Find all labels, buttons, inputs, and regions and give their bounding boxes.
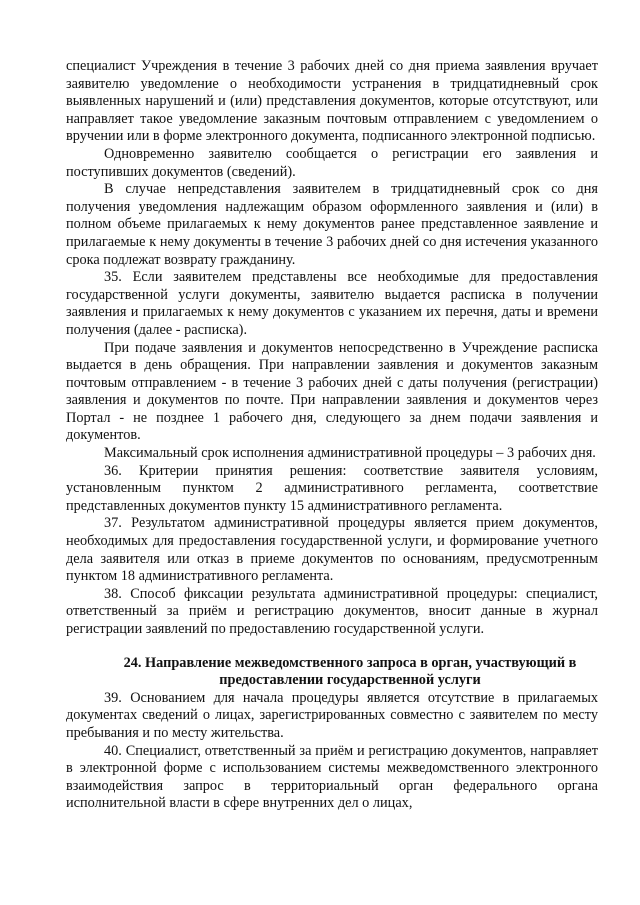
- paragraph-max-term: Максимальный срок исполнения административной процедуры – 3 рабочих дня.: [104, 445, 596, 462]
- paragraph-receipt-issuance: При подаче заявления и документов непосредственно в Учреждение расписка выдается в день обращения. При направлении заявления и документов заказным почтовым отправлением - в течение 3 рабочих дней с даты получения (регистрации) заявления и документов по почте. При направлении заявления и документов через Портал - не позднее 1 рабочего дня, следующего за днем подачи заявления и документов.: [66, 339, 598, 444]
- paragraph-40: 40. Специалист, ответственный за приём и регистрацию документов, направляет в электронной форме с использованием системы межведомственного электронного взаимодействия запрос в территориальный орган федерального органа исполнительной власти в сфере внутренних дел о лицах,: [66, 742, 598, 812]
- paragraph-35: 35. Если заявителем представлены все необходимые для предоставления государственной услуги документы, заявителю выдается расписка в получении заявления и прилагаемых к нему документов с указанием их перечня, даты и времени получения (далее - расписка).: [66, 269, 598, 338]
- paragraph-39: 39. Основанием для начала процедуры является отсутствие в прилагаемых документах сведений о лицах, зарегистрированных совместно с заявителем по месту пребывания и по месту жительства.: [66, 689, 598, 741]
- paragraph-37: 37. Результатом административной процедуры является прием документов, необходимых для предоставления государственной услуги, и формирование учетного дела заявителя или отказ в приеме документов по основаниям, предусмотренным пунктом 18 административного регламента.: [66, 515, 598, 585]
- paragraph-return-documents: В случае непредставления заявителем в тридцатидневный срок со дня получения уведомления надлежащим образом оформленного заявления и (или) в полном объеме прилагаемых к нему документов ранее представленное заявление и прилагаемые к нему документы в течение 3 рабочих дней со дня истечения указанного срока подлежат возврату гражданину.: [66, 181, 598, 268]
- section-heading: 24. Направление межведомственного запроса в орган, участвующий в предоставлении государственной услуги: [123, 654, 577, 689]
- paragraph-continuation: специалист Учреждения в течение 3 рабочих дней со дня приема заявления вручает заявителю уведомление о необходимости устранения в тридцатидневный срок выявленных нарушений и (или) представления документов, которые отсутствуют, или направляет такое уведомление заказным почтовым отправлением с уведомлением о вручении или в форме электронного документа, подписанного электронной подписью.: [66, 58, 598, 145]
- paragraph-36: 36. Критерии принятия решения: соответствие заявителя условиям, установленным пунктом 2 административного регламента, соответствие представленных документов пункту 15 административного регламента.: [66, 462, 598, 514]
- paragraph-38: 38. Способ фиксации результата административной процедуры: специалист, ответственный за приём и регистрацию документов, вносит данные в журнал регистрации заявлений по предоставлению государственной услуги.: [66, 585, 598, 637]
- paragraph-registration-notice: Одновременно заявителю сообщается о регистрации его заявления и поступивших документов (сведений).: [66, 145, 598, 180]
